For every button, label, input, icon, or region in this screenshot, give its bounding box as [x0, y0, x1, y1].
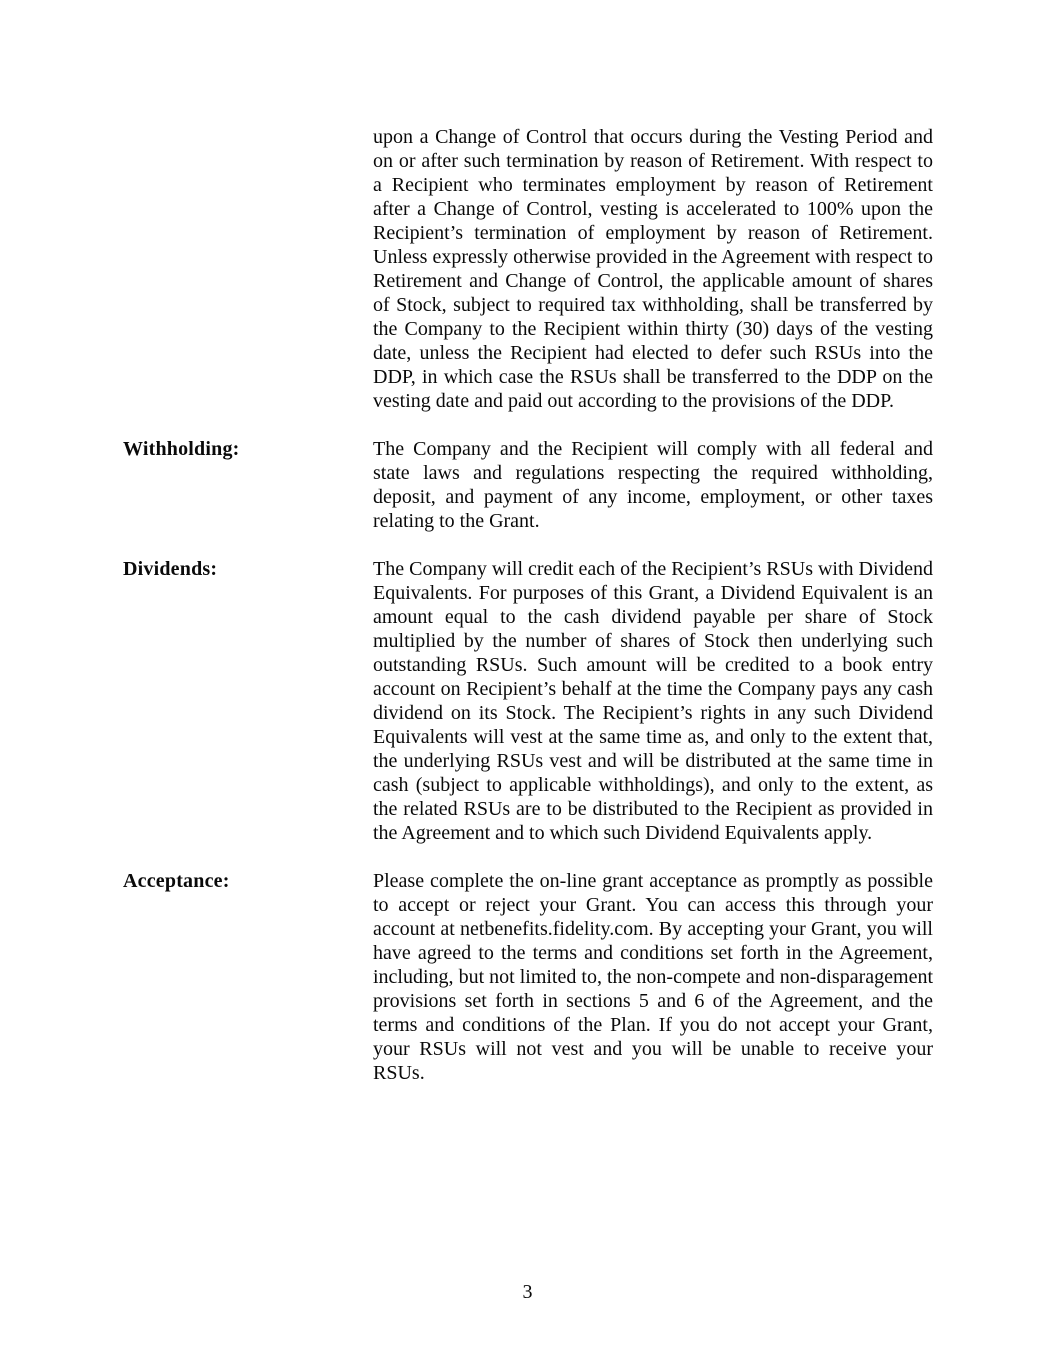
document-body — [123, 125, 933, 1109]
section-text: The Company and the Recipient will comply with all federal and state laws and regulations respecting the required withholding, deposit, and payment of any income, employment, or other taxes relating to the Grant. — [373, 438, 933, 532]
section-text: Please complete the on-line grant acceptance as promptly as possible to accept or reject your Grant. You can access this through your account at netbenefits.fidelity.com. By accepting your Grant, you will have agreed to the terms and conditions set forth in the Agreement, including, but not limited to, the non-compete and non-disparagement provisions set forth in sections 5 and 6 of the Agreement, and the terms and conditions of the Plan. If you do not accept your Grant, your RSUs will not vest and you will be unable to receive your RSUs. — [373, 870, 933, 1084]
section-label: Acceptance: — [123, 870, 230, 892]
section-label: Dividends: — [123, 558, 218, 580]
section-text: upon a Change of Control that occurs during the Vesting Period and on or after such termination by reason of Retirement. With respect to a Recipient who terminates employment by reason of Retirement after a Change of Control, vesting is accelerated to 100% upon the Recipient’s termination of employment by reason of Retirement. Unless expressly otherwise provided in the Agreement with respect to Retirement and Change of Control, the applicable amount of shares of Stock, subject to required tax withholding, shall be transferred by the Company to the Recipient within thirty (30) days of the vesting date, unless the Recipient had elected to defer such RSUs into the DDP, in which case the RSUs shall be transferred to the DDP on the vesting date and paid out according to the provisions of the DDP. — [373, 126, 933, 412]
section-text: The Company will credit each of the Recipient’s RSUs with Dividend Equivalents. For purposes of this Grant, a Dividend Equivalent is an amount equal to the cash dividend payable per share of Stock multiplied by the number of shares of Stock then underlying such outstanding RSUs. Such amount will be credited to a book entry account on Recipient’s behalf at the time the Company pays any cash dividend on its Stock. The Recipient’s rights in any such Dividend Equivalents will vest at the same time as, and only to the extent that, the underlying RSUs vest and will be distributed at the same time in cash (subject to applicable withholdings), and only to the extent, as the related RSUs are to be distributed to the Recipient as provided in the Agreement and to which such Dividend Equivalents apply. — [373, 558, 933, 844]
section-dividends — [123, 557, 933, 845]
section-acceptance — [123, 869, 933, 1085]
section-withholding — [123, 437, 933, 533]
section-continuation — [123, 125, 933, 413]
page-number: 3 — [522, 1281, 533, 1303]
section-label: Withholding: — [123, 438, 240, 460]
